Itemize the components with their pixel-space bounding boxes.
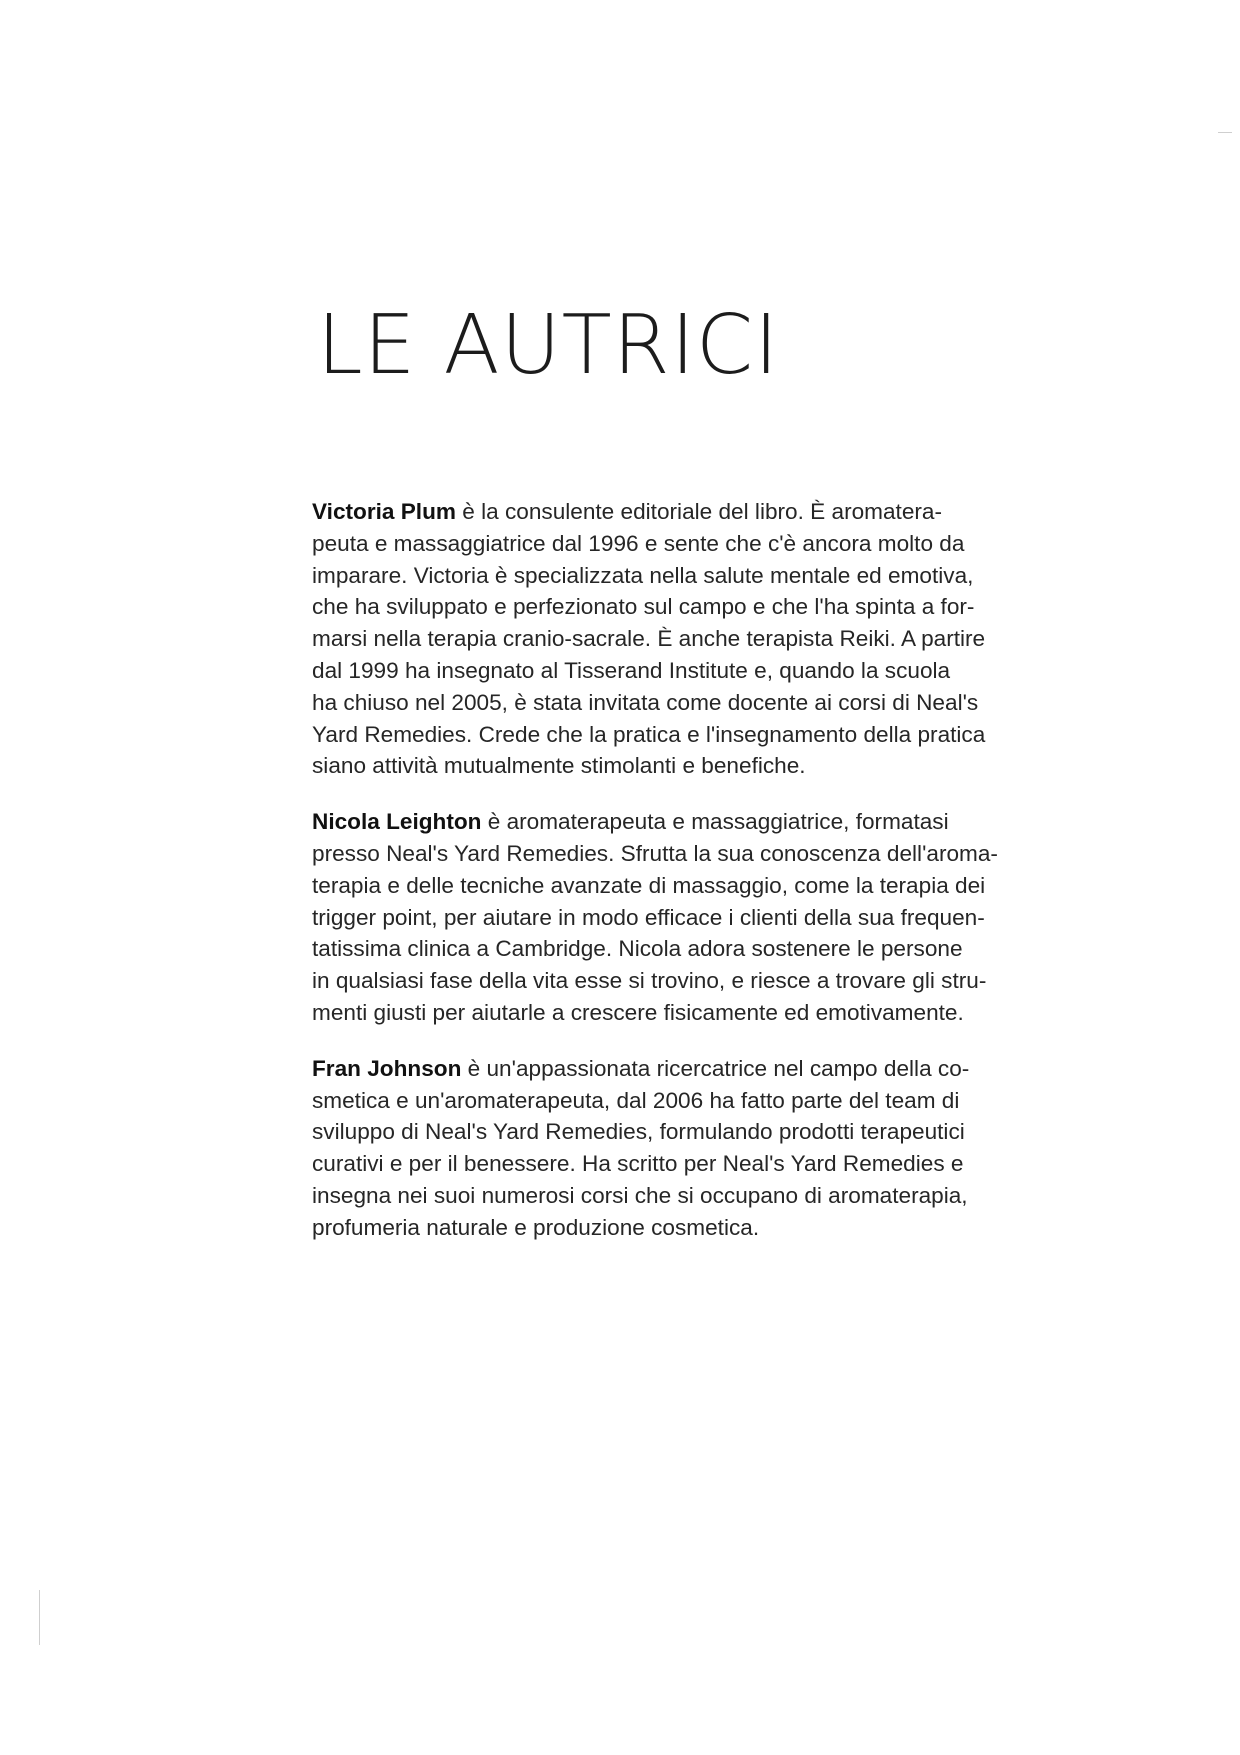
bio-line: terapia e delle tecniche avanzate di massaggio, come la terapia dei — [312, 872, 986, 898]
bio-text: è un'appassionata ricercatrice nel campo della co- — [461, 1055, 970, 1081]
scan-mark — [39, 1590, 40, 1645]
bio-line — [312, 806, 1032, 838]
bio-line: sviluppo di Neal's Yard Remedies, formulando prodotti terapeutici — [312, 1119, 965, 1145]
bio-fran-johnson — [312, 1053, 1032, 1244]
bio-text: è aromaterapeuta e massaggiatrice, formatasi — [481, 809, 949, 835]
bio-line: profumeria naturale e produzione cosmetica. — [312, 1214, 760, 1240]
bio-line: trigger point, per aiutare in modo efficace i clienti della sua frequen- — [312, 904, 985, 930]
bio-line: smetica e un'aromaterapeuta, dal 2006 ha fatto parte del team di — [312, 1087, 960, 1113]
bio-line: in qualsiasi fase della vita esse si trovino, e riesce a trovare gli stru- — [312, 968, 987, 994]
bio-line — [312, 496, 1032, 528]
bio-line: curativi e per il benessere. Ha scritto per Neal's Yard Remedies e — [312, 1151, 964, 1177]
author-name: Victoria Plum — [312, 499, 456, 524]
author-name: Fran Johnson — [312, 1055, 462, 1081]
bio-line: siano attività mutualmente stimolanti e benefiche. — [312, 753, 806, 779]
bio-text: è la consulente editoriale del libro. È aromatera- — [455, 499, 943, 524]
bio-victoria-plum — [312, 496, 1032, 782]
bio-line: imparare. Victoria è specializzata nella salute mentale ed emotiva, — [312, 562, 974, 588]
bio-line: menti giusti per aiutarle a crescere fisicamente ed emotivamente. — [312, 999, 964, 1025]
bio-line: Yard Remedies. Crede che la pratica e l'insegnamento della pratica — [312, 721, 986, 747]
bio-line: marsi nella terapia cranio-sacrale. È anche terapista Reiki. A partire — [312, 626, 986, 652]
page-title: LE AUTRICI — [317, 298, 780, 393]
bio-line: peuta e massaggiatrice dal 1996 e sente che c'è ancora molto da — [312, 530, 965, 556]
bio-line — [312, 1053, 1032, 1085]
bio-line: che ha sviluppato e perfezionato sul campo e che l'ha spinta a for- — [312, 594, 975, 620]
bio-line: ha chiuso nel 2005, è stata invitata come docente ai corsi di Neal's — [312, 689, 979, 715]
bio-line: dal 1999 ha insegnato al Tisserand Institute e, quando la scuola — [312, 657, 951, 683]
scan-mark — [1218, 132, 1232, 133]
bio-nicola-leighton — [312, 806, 1032, 1029]
bio-line: presso Neal's Yard Remedies. Sfrutta la sua conoscenza dell'aroma- — [312, 840, 998, 866]
author-name: Nicola Leighton — [312, 809, 482, 835]
author-bios — [312, 496, 1032, 1268]
bio-line: tatissima clinica a Cambridge. Nicola adora sostenere le persone — [312, 936, 963, 962]
bio-line: insegna nei suoi numerosi corsi che si occupano di aromaterapia, — [312, 1182, 968, 1208]
